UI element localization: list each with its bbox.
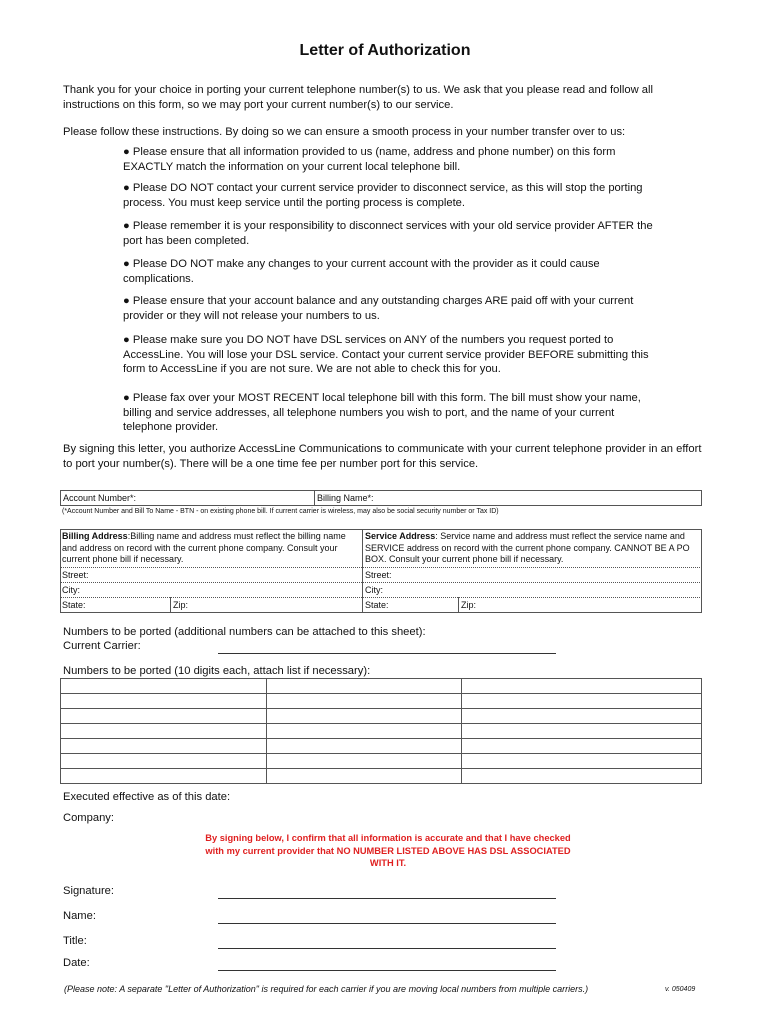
service-city-field[interactable]: City: (365, 585, 383, 595)
numbers-heading: Numbers to be ported (additional numbers can be attached to this sheet): (63, 626, 426, 638)
number-cell[interactable] (61, 754, 267, 769)
instruction-bullet: ● Please remember it is your responsibility to disconnect services with your old service provider AFTER the port has been completed. (123, 220, 653, 247)
authorization-paragraph: By signing this letter, you authorize AccessLine Communications to communicate with your current telephone provider in an effort to port your number(s). There will be a one time fee per number port for this service. (63, 443, 702, 470)
number-cell[interactable] (267, 679, 462, 694)
account-number-field[interactable]: Account Number*: (63, 493, 137, 503)
version-label: v. 050409 (665, 986, 696, 993)
number-cell[interactable] (61, 679, 267, 694)
number-cell[interactable] (61, 694, 267, 709)
service-state-field[interactable]: State: (365, 600, 389, 610)
table-row (61, 709, 702, 724)
service-address-heading: Service Address (365, 531, 436, 541)
instruction-bullet: ● Please ensure that your account balance and any outstanding charges ARE paid off with your current provider or they will not release your numbers to us. (123, 295, 634, 322)
service-address-description: Service Address: Service name and address must reflect the service name and SERVICE address on record with the current phone company. CANNOT BE A PO BOX. Consult your current phone bill if necessary. (365, 531, 690, 564)
current-carrier-line[interactable] (218, 653, 556, 654)
title-line[interactable] (218, 948, 556, 949)
billing-street-field[interactable]: Street: (62, 570, 89, 580)
table-row (61, 724, 702, 739)
table-row (61, 739, 702, 754)
service-street-field[interactable]: Street: (365, 570, 392, 580)
billing-zip-field[interactable]: Zip: (173, 600, 189, 610)
signature-line[interactable] (218, 898, 556, 899)
date-line[interactable] (218, 970, 556, 971)
number-cell[interactable] (462, 709, 702, 724)
number-cell[interactable] (61, 724, 267, 739)
table-row (61, 679, 702, 694)
billing-state-field[interactable]: State: (62, 600, 86, 610)
number-cell[interactable] (462, 724, 702, 739)
account-note: (*Account Number and Bill To Name - BTN - on existing phone bill. If current carrier is wireless, may also be social security number or Tax ID) (62, 508, 499, 515)
number-cell[interactable] (462, 754, 702, 769)
date-label: Date: (63, 957, 90, 969)
executed-label: Executed effective as of this date: (63, 791, 231, 803)
instruction-bullet: ● Please DO NOT make any changes to your current account with the provider as it could cause complications. (123, 258, 600, 285)
instruction-bullet: ● Please make sure you DO NOT have DSL services on ANY of the numbers you request ported to AccessLine. You will lose your DSL service. Contact your current service provider BEFORE submitting this form to AccessLine if you are not sure. We are not able to check this for you. (123, 334, 649, 375)
billing-address-heading: Billing Address (62, 531, 128, 541)
address-grid (60, 529, 702, 613)
instruction-bullet: ● Please ensure that all information provided to us (name, address and phone number) on this form EXACTLY match the information on your current local telephone bill. (123, 146, 616, 173)
numbers-table-heading: Numbers to be ported (10 digits each, attach list if necessary): (63, 665, 371, 677)
billing-name-field[interactable]: Billing Name*: (317, 493, 374, 503)
title-label: Title: (63, 935, 87, 947)
billing-address-description: Billing Address:Billing name and address must reflect the billing name and address on record with the current phone company. Consult your current phone bill if necessary. (62, 531, 346, 564)
number-cell[interactable] (61, 769, 267, 784)
number-cell[interactable] (267, 769, 462, 784)
signature-label: Signature: (63, 885, 114, 897)
dsl-warning: By signing below, I confirm that all information is accurate and that I have checked with my current provider that NO NUMBER LISTED ABOVE HAS DSL ASSOCIATED WITH IT. (205, 833, 571, 868)
account-row (60, 490, 702, 506)
number-cell[interactable] (462, 739, 702, 754)
number-cell[interactable] (61, 709, 267, 724)
number-cell[interactable] (462, 694, 702, 709)
instruction-bullet: ● Please DO NOT contact your current service provider to disconnect service, as this will stop the porting process. You must keep service until the porting process is complete. (123, 182, 643, 209)
table-row (61, 754, 702, 769)
footer-note: (Please note: A separate "Letter of Authorization" is required for each carrier if you are moving local numbers from multiple carriers.) (64, 984, 589, 994)
number-cell[interactable] (267, 739, 462, 754)
instruction-bullet: ● Please fax over your MOST RECENT local telephone bill with this form. The bill must show your name, billing and service addresses, all telephone numbers you wish to port, and the name of your current telephone provider. (123, 392, 641, 433)
number-cell[interactable] (267, 694, 462, 709)
name-line[interactable] (218, 923, 556, 924)
number-cell[interactable] (267, 724, 462, 739)
number-cell[interactable] (462, 769, 702, 784)
table-row (61, 694, 702, 709)
number-cell[interactable] (267, 709, 462, 724)
table-row (61, 769, 702, 784)
number-cell[interactable] (267, 754, 462, 769)
number-cell[interactable] (61, 739, 267, 754)
number-cell[interactable] (462, 679, 702, 694)
company-label: Company: (63, 812, 114, 824)
service-zip-field[interactable]: Zip: (461, 600, 477, 610)
name-label: Name: (63, 910, 96, 922)
numbers-table (60, 678, 702, 784)
billing-city-field[interactable]: City: (62, 585, 80, 595)
instructions-intro: Please follow these instructions. By doing so we can ensure a smooth process in your number transfer over to us: (63, 126, 626, 138)
current-carrier-label: Current Carrier: (63, 640, 141, 652)
page-title: Letter of Authorization (299, 42, 471, 59)
intro-paragraph: Thank you for your choice in porting your current telephone number(s) to us. We ask that you please read and follow all instructions on this form, so we may port your current number(s) to our service. (63, 84, 653, 111)
